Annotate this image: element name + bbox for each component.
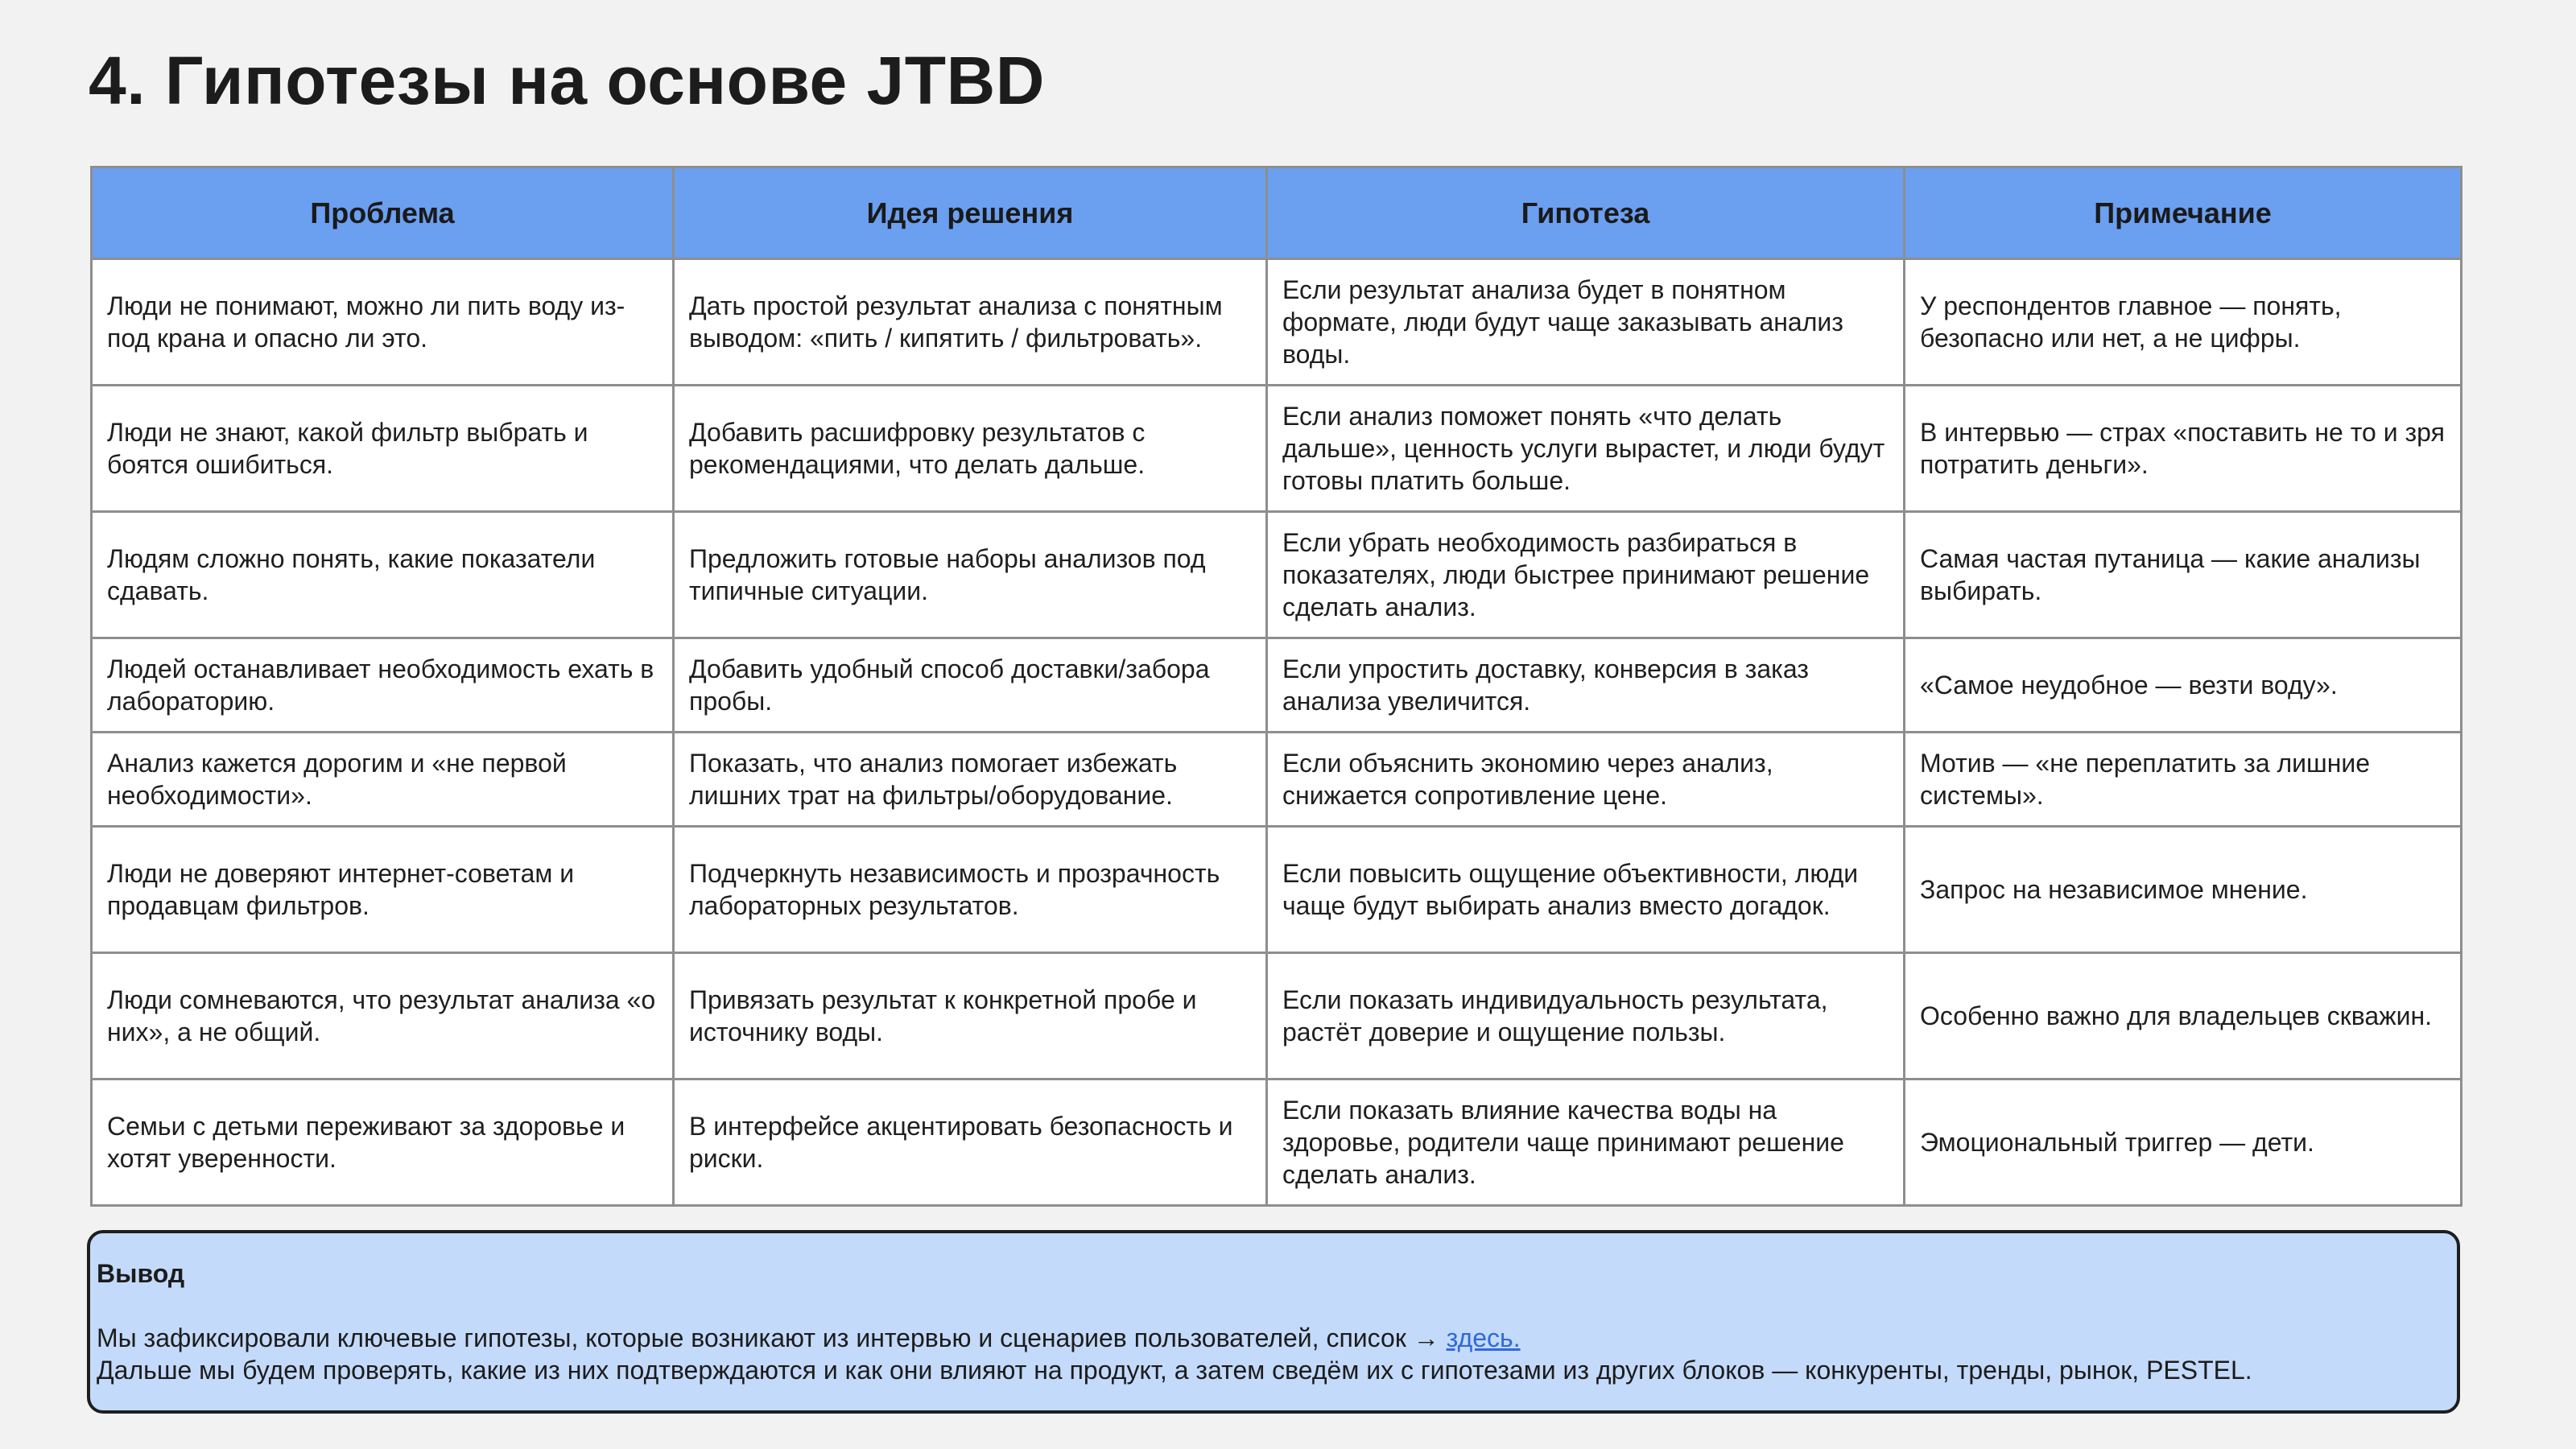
cell-hypothesis: Если показать индивидуальность результата, растёт доверие и ощущение пользы. [1267, 953, 1905, 1080]
cell-idea: Показать, что анализ помогает избежать лишних трат на фильтры/оборудование. [674, 733, 1267, 827]
table-row [92, 953, 2462, 1080]
cell-problem: Люди не понимают, можно ли пить воду из-под крана и опасно ли это. [92, 259, 674, 386]
cell-note: У респондентов главное — понять, безопасно или нет, а не цифры. [1905, 259, 2462, 386]
summary-line-1-text: Мы зафиксировали ключевые гипотезы, которые возникают из интервью и сценариев пользователей, список → [97, 1323, 1447, 1352]
cell-idea: В интерфейсе акцентировать безопасность и риски. [674, 1080, 1267, 1206]
cell-idea: Дать простой результат анализа с понятным выводом: «пить / кипятить / фильтровать». [674, 259, 1267, 386]
cell-note: Особенно важно для владельцев скважин. [1905, 953, 2462, 1080]
hypotheses-table [90, 166, 2462, 1207]
cell-note: В интервью — страх «поставить не то и зря потратить деньги». [1905, 386, 2462, 512]
header-hypothesis: Гипотеза [1267, 167, 1905, 259]
cell-idea: Добавить расшифровку результатов с рекомендациями, что делать дальше. [674, 386, 1267, 512]
page-title: 4. Гипотезы на основе JTBD [89, 43, 1045, 118]
table-row [92, 512, 2462, 638]
table-row [92, 827, 2462, 953]
cell-hypothesis: Если упростить доставку, конверсия в заказ анализа увеличится. [1267, 638, 1905, 733]
cell-problem: Люди сомневаются, что результат анализа «о них», а не общий. [92, 953, 674, 1080]
cell-problem: Люди не знают, какой фильтр выбрать и боятся ошибиться. [92, 386, 674, 512]
table-row [92, 638, 2462, 733]
table-row [92, 259, 2462, 386]
cell-hypothesis: Если результат анализа будет в понятном формате, люди будут чаще заказывать анализ воды. [1267, 259, 1905, 386]
cell-problem: Люди не доверяют интернет-советам и продавцам фильтров. [92, 827, 674, 953]
header-solution-idea: Идея решения [674, 167, 1267, 259]
cell-idea: Привязать результат к конкретной пробе и источнику воды. [674, 953, 1267, 1080]
cell-hypothesis: Если повысить ощущение объективности, люди чаще будут выбирать анализ вместо догадок. [1267, 827, 1905, 953]
cell-idea: Добавить удобный способ доставки/забора пробы. [674, 638, 1267, 733]
cell-problem: Семьи с детьми переживают за здоровье и хотят уверенности. [92, 1080, 674, 1206]
table-row [92, 733, 2462, 827]
cell-idea: Предложить готовые наборы анализов под типичные ситуации. [674, 512, 1267, 638]
cell-idea: Подчеркнуть независимость и прозрачность лабораторных результатов. [674, 827, 1267, 953]
cell-hypothesis: Если убрать необходимость разбираться в показателях, люди быстрее принимают решение сделать анализ. [1267, 512, 1905, 638]
cell-note: Самая частая путаница — какие анализы выбирать. [1905, 512, 2462, 638]
cell-note: «Самое неудобное — везти воду». [1905, 638, 2462, 733]
cell-problem: Людям сложно понять, какие показатели сдавать. [92, 512, 674, 638]
cell-hypothesis: Если показать влияние качества воды на здоровье, родители чаще принимают решение сделать анализ. [1267, 1080, 1905, 1206]
cell-hypothesis: Если анализ поможет понять «что делать дальше», ценность услуги вырастет, и люди будут готовы платить больше. [1267, 386, 1905, 512]
summary-line-1 [97, 1322, 2457, 1354]
cell-hypothesis: Если объяснить экономию через анализ, снижается сопротивление цене. [1267, 733, 1905, 827]
summary-box [87, 1230, 2460, 1414]
table-header-row [92, 167, 2462, 259]
summary-heading: Вывод [97, 1259, 185, 1288]
summary-link-here[interactable]: здесь. [1446, 1323, 1521, 1352]
table-row [92, 386, 2462, 512]
cell-problem: Анализ кажется дорогим и «не первой необходимости». [92, 733, 674, 827]
cell-problem: Людей останавливает необходимость ехать в лабораторию. [92, 638, 674, 733]
header-note: Примечание [1905, 167, 2462, 259]
cell-note: Эмоциональный триггер — дети. [1905, 1080, 2462, 1206]
cell-note: Запрос на независимое мнение. [1905, 827, 2462, 953]
header-problem: Проблема [92, 167, 674, 259]
table-row [92, 1080, 2462, 1206]
summary-line-2: Дальше мы будем проверять, какие из них подтверждаются и как они влияют на продукт, а затем сведём их с гипотезами из других блоков — конкуренты, тренды, рынок, PESTEL. [97, 1356, 2252, 1385]
cell-note: Мотив — «не переплатить за лишние системы». [1905, 733, 2462, 827]
